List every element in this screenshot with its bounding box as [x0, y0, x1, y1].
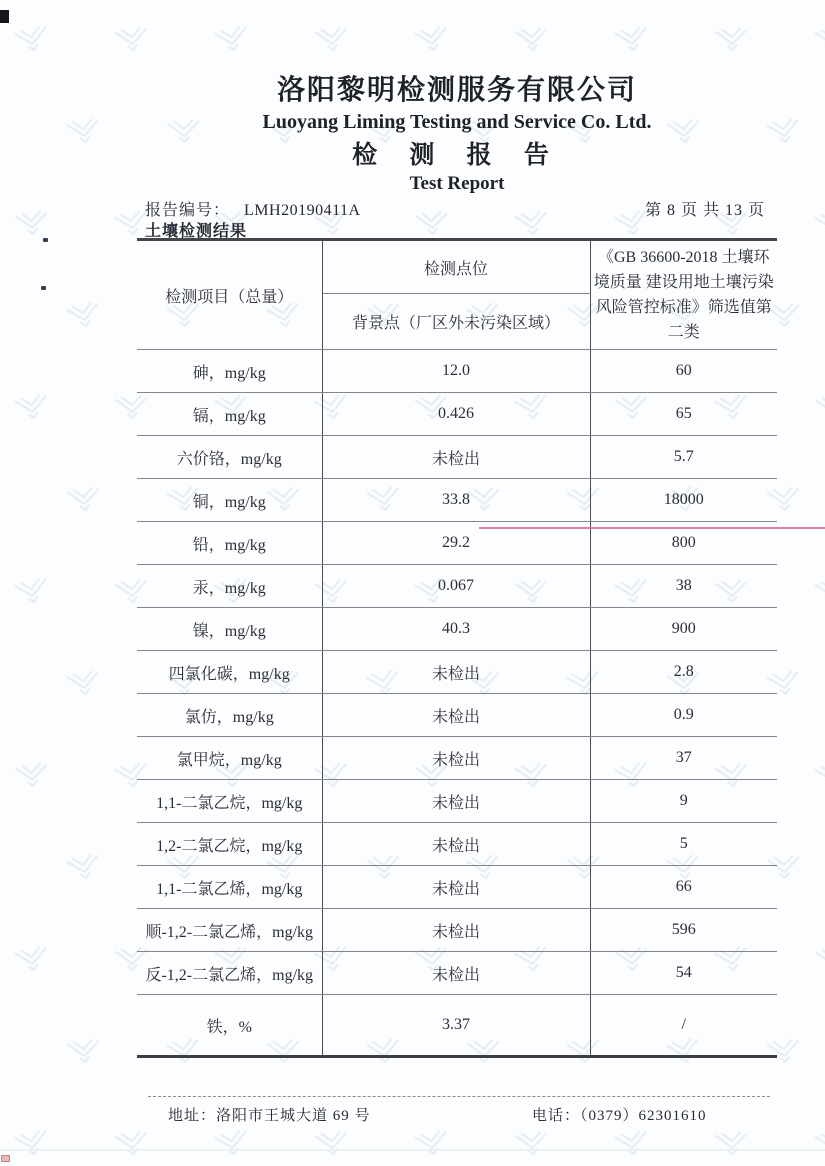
watermark-glyph-icon — [812, 759, 825, 793]
scan-speck — [41, 286, 46, 290]
analyte-label: 铁，% — [137, 995, 322, 1057]
col-header-point-group: 检测点位 — [322, 240, 590, 294]
watermark-glyph-icon — [112, 24, 151, 56]
analyte-label: 砷，mg/kg — [137, 350, 322, 393]
watermark-glyph-icon — [11, 1127, 52, 1162]
watermark-glyph-icon — [13, 760, 52, 792]
analyte-label: 汞，mg/kg — [137, 565, 322, 608]
page-footer — [148, 1096, 770, 1127]
results-table-wrap — [137, 238, 777, 1058]
background-point-value: 未检出 — [322, 737, 590, 780]
screening-limit-value: / — [681, 1016, 686, 1033]
analyte-label: 氯甲烷，mg/kg — [137, 737, 322, 780]
analyte-label: 1,2-二氯乙烷，mg/kg — [137, 823, 322, 866]
analyte-label: 四氯化碳，mg/kg — [137, 651, 322, 694]
analyte-label: 1,1-二氯乙烯，mg/kg — [137, 866, 322, 909]
background-point-value: 33.8 — [322, 479, 590, 522]
table-row — [137, 737, 777, 780]
screening-limit-value: 0.9 — [590, 694, 777, 737]
report-number-label: 报告编号： — [145, 202, 231, 219]
analyte-label: 铅，mg/kg — [137, 522, 322, 565]
table-row — [137, 952, 777, 995]
watermark-glyph-icon — [65, 484, 104, 516]
analyte-label: 反-1,2-二氯乙烯，mg/kg — [137, 952, 322, 995]
company-name-cn: 洛阳黎明检测服务有限公司 — [276, 75, 637, 106]
watermark-glyph-icon — [12, 943, 52, 976]
scan-edge-line — [0, 1149, 825, 1151]
watermark-glyph-icon — [812, 1128, 825, 1161]
screening-limit-value: 5 — [590, 823, 777, 866]
watermark-glyph-icon — [612, 1127, 652, 1160]
table-row — [137, 608, 777, 651]
watermark-glyph-icon — [713, 25, 751, 55]
phone-label: 电话： — [532, 1108, 581, 1124]
watermark-glyph-icon — [813, 944, 825, 975]
screening-limit-value: 9 — [590, 780, 777, 823]
analyte-label: 氯仿，mg/kg — [137, 694, 322, 737]
table-row — [137, 651, 777, 694]
pink-annotation-line — [479, 527, 825, 529]
analyte-label: 1,1-二氯乙烷，mg/kg — [137, 780, 322, 823]
screening-limit-value: 900 — [590, 608, 777, 651]
report-title-cn: 检 测 报 告 — [352, 142, 562, 169]
background-point-value: 未检出 — [322, 866, 590, 909]
background-point-value: 未检出 — [322, 436, 590, 479]
report-title-en: Test Report — [409, 173, 505, 194]
col-header-item: 检测项目（总量） — [137, 240, 322, 350]
watermark-glyph-icon — [412, 1127, 452, 1161]
section-title: 土壤检测结果 — [145, 223, 248, 240]
watermark-glyph-icon — [513, 1128, 551, 1159]
watermark-glyph-icon — [65, 1036, 104, 1068]
screening-limit-value: 65 — [590, 393, 777, 436]
table-row — [137, 823, 777, 866]
screening-limit-value: 18000 — [590, 479, 777, 522]
screening-limit-value: 54 — [590, 952, 777, 995]
table-row — [137, 866, 777, 909]
table-row — [137, 694, 777, 737]
watermark-glyph-icon — [13, 208, 52, 240]
screening-limit-value: 38 — [590, 565, 777, 608]
analyte-label: 顺-1,2-二氯乙烯，mg/kg — [137, 909, 322, 952]
watermark-glyph-icon — [212, 23, 253, 57]
watermark-glyph-icon — [64, 115, 104, 148]
watermark-glyph-icon — [612, 23, 652, 56]
address-label: 地址： — [168, 1108, 217, 1124]
table-header-row — [137, 240, 777, 294]
watermark-glyph-icon — [11, 575, 52, 610]
table-row — [137, 436, 777, 479]
screening-limit-value: 596 — [590, 909, 777, 952]
background-point-value: 0.067 — [322, 565, 590, 608]
screening-limit-value: 5.7 — [590, 436, 777, 479]
table-row — [137, 780, 777, 823]
report-header — [137, 74, 777, 196]
footer-address — [168, 1104, 371, 1125]
background-point-value: 未检出 — [322, 952, 590, 995]
watermark-glyph-icon — [313, 1128, 352, 1160]
col-header-standard: 《GB 36600-2018 土壤环境质量 建设用地土壤污染风险管控标准》筛选值第二类 — [590, 240, 777, 350]
analyte-label: 铜，mg/kg — [137, 479, 322, 522]
table-row — [137, 909, 777, 952]
table-row — [137, 393, 777, 436]
background-point-value: 未检出 — [322, 694, 590, 737]
watermark-glyph-icon — [713, 1129, 751, 1159]
table-row — [137, 479, 777, 522]
background-point-value: 未检出 — [322, 823, 590, 866]
results-body — [137, 240, 777, 1057]
background-point-value: 未检出 — [322, 651, 590, 694]
background-point-value: 12.0 — [322, 350, 590, 393]
background-point-value: 3.37 — [322, 995, 590, 1057]
background-point-value: 0.426 — [322, 393, 590, 436]
screening-limit-value: 2.8 — [590, 651, 777, 694]
analyte-label: 镍，mg/kg — [137, 608, 322, 651]
report-number — [145, 197, 361, 220]
results-table — [137, 238, 777, 1058]
watermark-glyph-icon — [412, 23, 452, 57]
watermark-glyph-icon — [813, 392, 825, 423]
table-row — [137, 350, 777, 393]
screening-limit-value: 37 — [590, 737, 777, 780]
watermark-glyph-icon — [64, 667, 104, 700]
watermark-glyph-icon — [12, 391, 52, 424]
report-number-value: LMH20190411A — [244, 202, 361, 219]
scan-speck-red — [1, 1155, 10, 1162]
table-row — [137, 995, 777, 1057]
scan-speck — [43, 238, 48, 242]
screening-limit-value: 60 — [590, 350, 777, 393]
address-value: 洛阳市王城大道 69 号 — [216, 1108, 371, 1124]
page-indicator: 第 8 页 共 13 页 — [644, 202, 765, 219]
background-point-value: 29.2 — [322, 522, 590, 565]
analyte-label: 镉，mg/kg — [137, 393, 322, 436]
meta-row — [145, 197, 765, 220]
analyte-label: 六价铬，mg/kg — [137, 436, 322, 479]
watermark-glyph-icon — [63, 299, 104, 334]
screening-limit-value: 800 — [590, 522, 777, 565]
background-point-value: 未检出 — [322, 909, 590, 952]
watermark-glyph-icon — [212, 1127, 253, 1161]
background-point-value: 40.3 — [322, 608, 590, 651]
footer-phone — [532, 1104, 707, 1125]
watermark-glyph-icon — [812, 24, 825, 57]
col-header-point-sub: 背景点（厂区外未污染区域） — [322, 294, 590, 350]
table-row — [137, 565, 777, 608]
watermark-glyph-icon — [63, 851, 104, 886]
watermark-glyph-icon — [112, 1128, 151, 1160]
screening-limit-value: 66 — [590, 866, 777, 909]
watermark-glyph-icon — [812, 207, 825, 241]
company-name-en: Luoyang Liming Testing and Service Co. Ltd. — [262, 111, 652, 133]
phone-value: （0379）62301610 — [580, 1108, 707, 1124]
background-point-value: 未检出 — [322, 780, 590, 823]
scan-corner-artifact — [0, 10, 9, 23]
watermark-glyph-icon — [513, 24, 551, 55]
watermark-glyph-icon — [11, 23, 52, 58]
watermark-glyph-icon — [812, 576, 825, 609]
watermark-glyph-icon — [313, 24, 352, 56]
